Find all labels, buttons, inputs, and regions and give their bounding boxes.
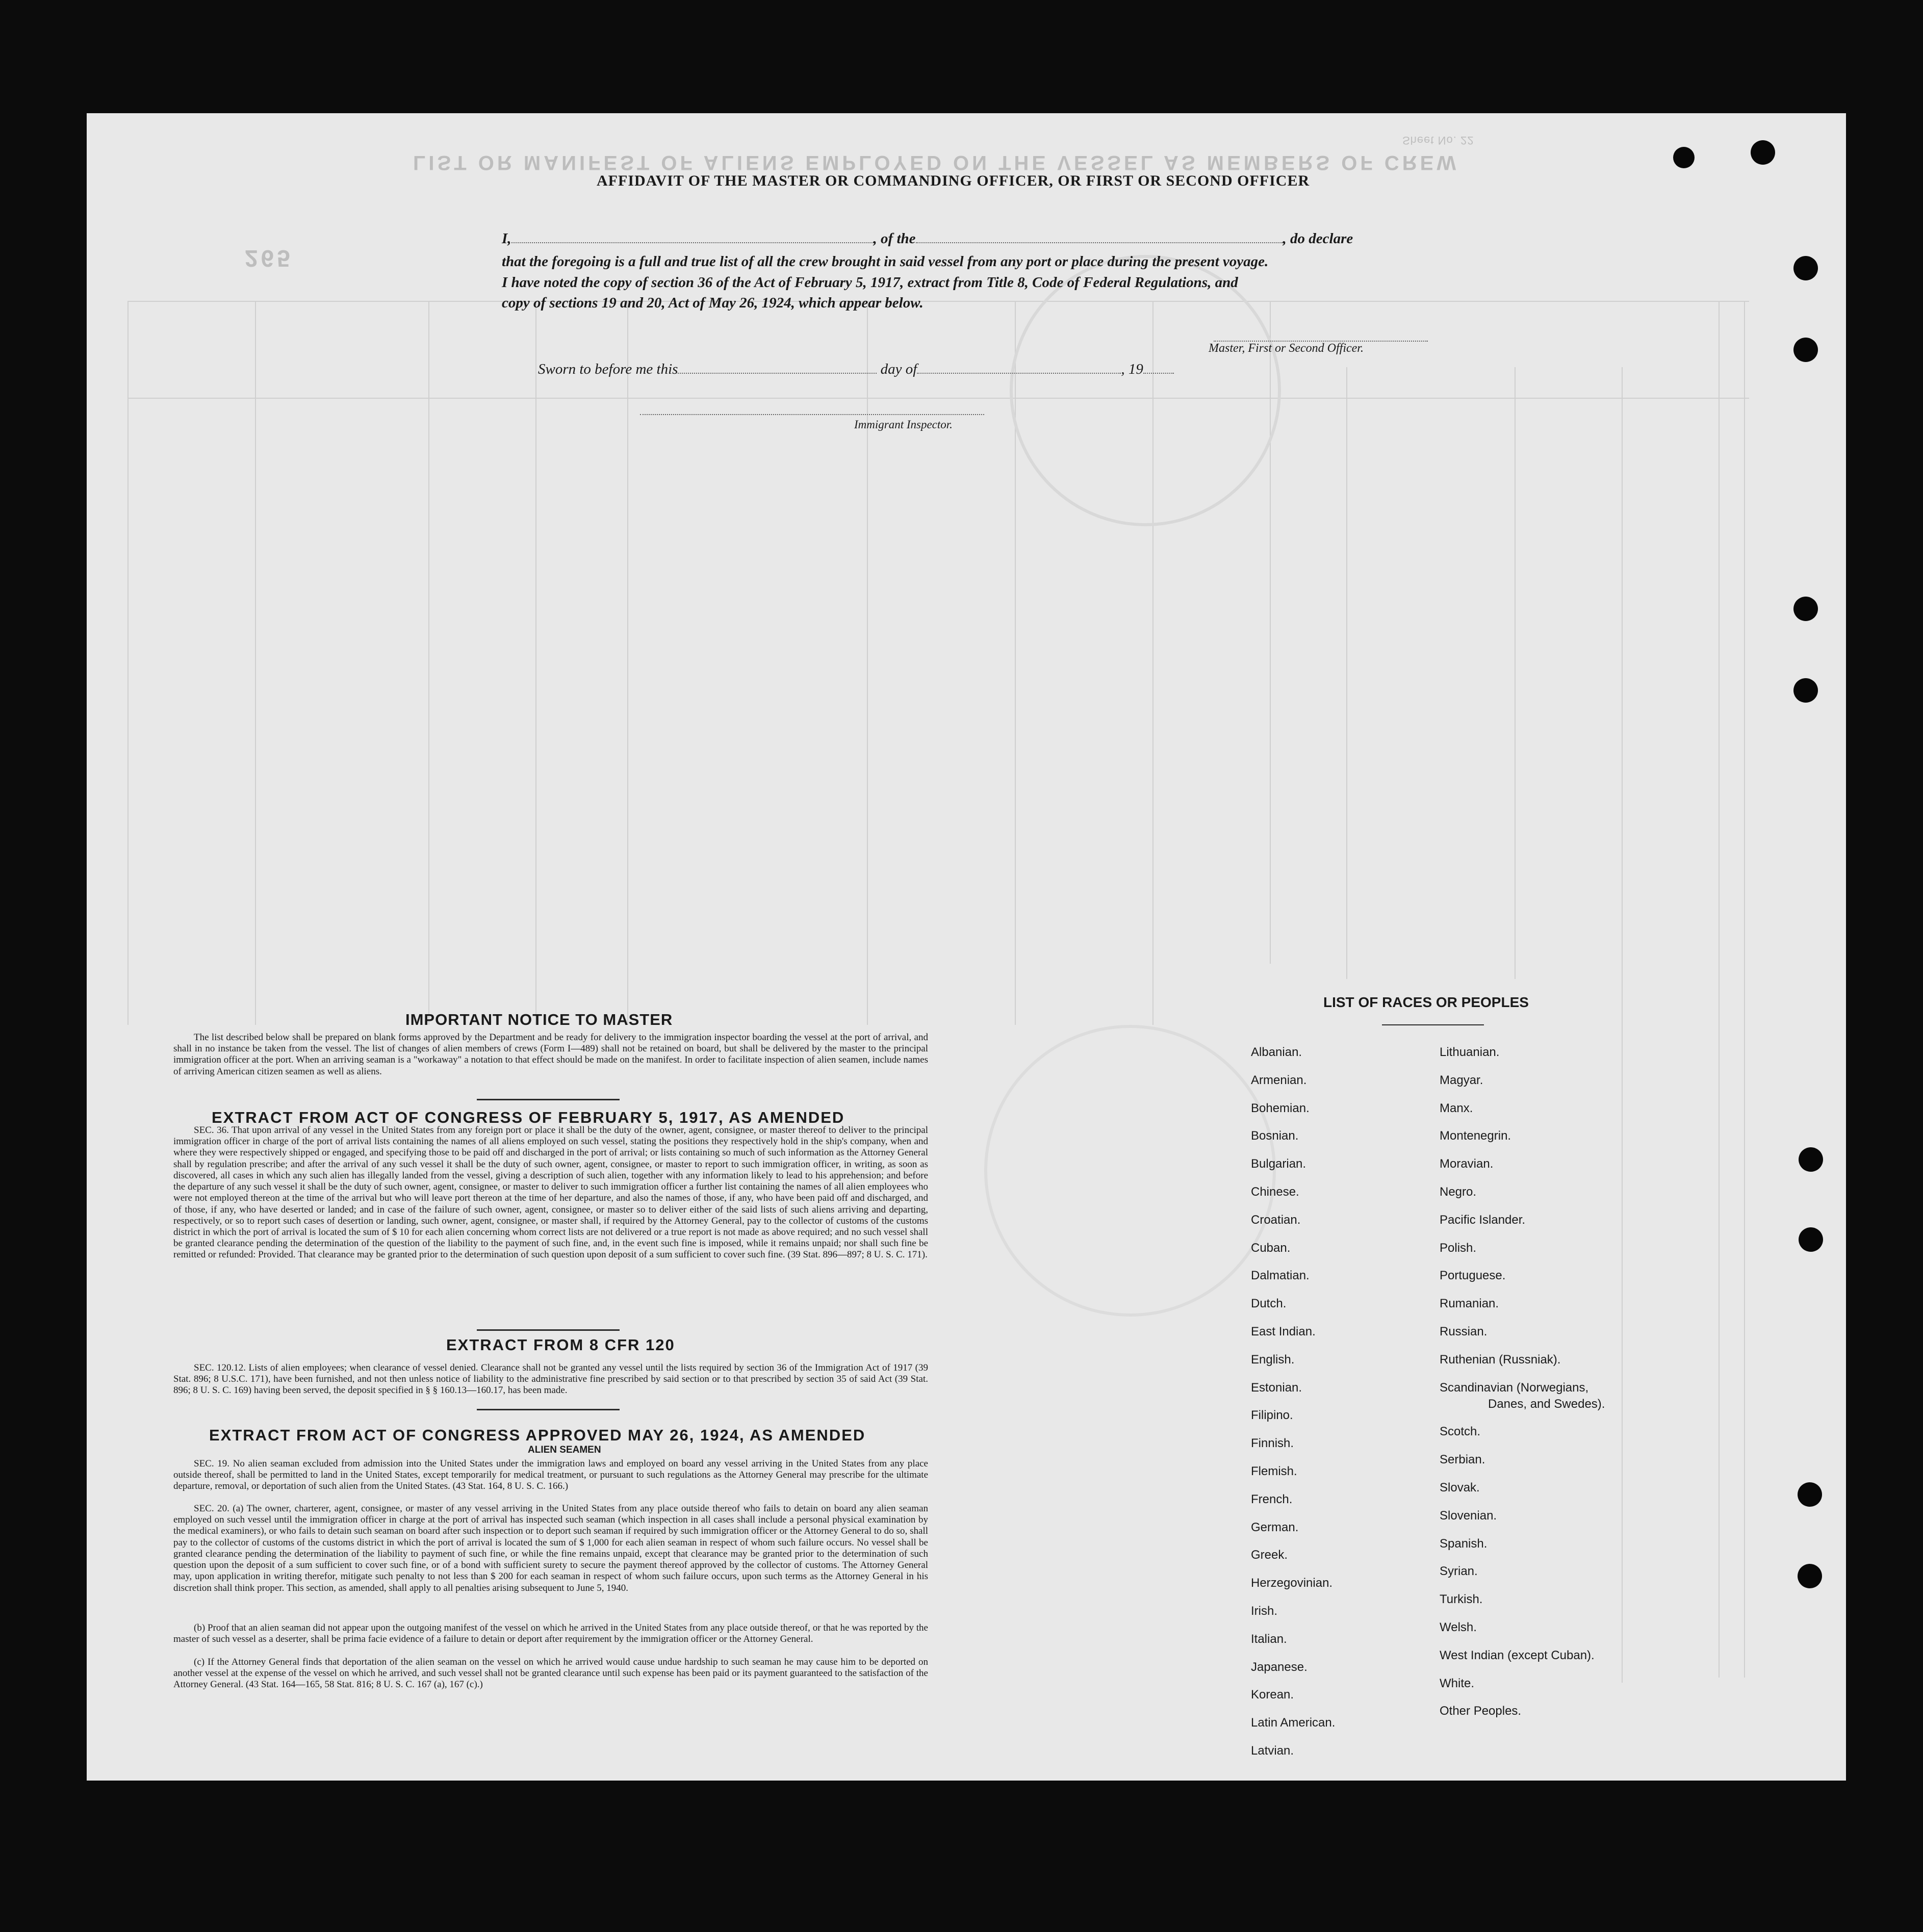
race-item: Dalmatian. (1251, 1269, 1310, 1283)
race-item: Japanese. (1251, 1660, 1307, 1674)
punch-hole (1793, 338, 1818, 362)
punch-hole (1799, 1147, 1823, 1172)
race-item: German. (1251, 1520, 1299, 1534)
master-label: Master, First or Second Officer. (1209, 342, 1364, 355)
race-item: Montenegrin. (1440, 1129, 1511, 1143)
race-item: Spanish. (1440, 1536, 1488, 1551)
race-item: Moravian. (1440, 1157, 1494, 1171)
divider (477, 1099, 620, 1100)
grid-line (627, 301, 628, 1025)
affidavit-title: AFFIDAVIT OF THE MASTER OR COMMANDING OFFICER, OR FIRST OR SECOND OFFICER (597, 172, 1310, 189)
race-item: Latvian. (1251, 1744, 1294, 1758)
grid-line (127, 301, 129, 1025)
seal-stamp (1010, 255, 1281, 526)
affidavit-line-2: that the foregoing is a full and true list of all the crew brought in said vessel from any port or place during the present voyage. (502, 253, 1269, 270)
race-item: Scotch. (1440, 1425, 1481, 1439)
affidavit-i: I, (502, 230, 511, 247)
important-notice-body: The list described below shall be prepared on blank forms approved by the Department and be ready for delivery to the immigration inspector boarding the vessel at the port of arrival, and shall in no instance be taken from the vessel. The list of changes of alien members of crews (Form I—489) shall not be retained on board, but shall be delivered by the master to the principal immigration officer at the port. When an arriving seaman is a "workaway" a notation to that effect should be made on the manifest. In order to facilitate inspection of alien seamen, include names of arriving American citizen seamen as well as aliens. (173, 1032, 928, 1077)
sworn-label: Sworn to before me this (538, 361, 678, 377)
race-item: Croatian. (1251, 1213, 1301, 1227)
day-of-label: day of (880, 361, 917, 377)
affidavit-line-3: I have noted the copy of section 36 of the Act of February 5, 1917, extract from Title 8, Code of Federal Regulations, and (502, 274, 1238, 291)
punch-hole (1799, 1227, 1823, 1252)
race-item: Slovak. (1440, 1481, 1480, 1495)
race-item: Estonian. (1251, 1380, 1302, 1395)
affidavit-declare: , do declare (1283, 230, 1353, 247)
race-item: Portuguese. (1440, 1269, 1506, 1283)
sworn-line (538, 361, 1174, 378)
vessel-blank[interactable] (916, 231, 1283, 243)
extract-1924-sec20c: (c) If the Attorney General finds that deportation of the alien seaman on the vessel on which he arrived would cause undue hardship to such seaman he may cause him to be deported on another vessel at the expense of the vessel on which he arrived, and such vessel shall not be granted clearance until such expense has been paid or its payment guaranteed to the satisfaction of the Attorney General. (43 Stat. 164—165, 58 Stat. 816; 8 U. S. C. 167 (a), 167 (c).) (173, 1657, 928, 1690)
punch-hole (1793, 678, 1818, 703)
race-item: Herzegovinian. (1251, 1576, 1333, 1590)
grid-line (535, 301, 536, 1025)
race-item: White. (1440, 1676, 1475, 1690)
grid-line (867, 301, 868, 1025)
grid-line (1622, 367, 1623, 1683)
races-title: LIST OF RACES OR PEOPLES (1323, 994, 1529, 1010)
divider (477, 1329, 620, 1331)
race-item: Polish. (1440, 1241, 1477, 1255)
race-item: Dutch. (1251, 1297, 1287, 1311)
race-item: West Indian (except Cuban). (1440, 1648, 1595, 1662)
show-through-sheet-number: Sheet No. 22 (1402, 134, 1474, 147)
race-item: Pacific Islander. (1440, 1213, 1526, 1227)
sworn-day-blank[interactable] (678, 362, 877, 374)
year-prefix: , 19 (1121, 361, 1143, 377)
race-item: Russian. (1440, 1325, 1488, 1338)
race-item: Cuban. (1251, 1241, 1291, 1255)
show-through-heading: LIST OR MANIFEST OF ALIENS EMPLOYED ON THE VESSEL AS MEMBERS OF CREW (413, 151, 1459, 174)
race-item: Irish. (1251, 1604, 1278, 1618)
affidavit-declaration-line (502, 230, 1353, 247)
race-item: Armenian. (1251, 1073, 1307, 1087)
race-item: Serbian. (1440, 1453, 1485, 1467)
grid-line (127, 398, 1749, 399)
race-item: Albanian. (1251, 1045, 1302, 1059)
extract-1924-sec20a: SEC. 20. (a) The owner, charterer, agent, consignee, or master of any vessel arriving in the United States from any place outside thereof who fails to detain on board any alien seaman employed on such vessel until the immigration officer in charge at the port of arrival has inspected such seaman (which inspection in all cases shall include a personal physical examination by the medical examiners), or who fails to detain such seaman on board after such inspection or to deport such seaman if required by such immigration officer or the Attorney General to do so, shall pay to the collector of customs of the customs district in which the port of arrival is located the sum of $ 1,000 for each alien seaman in respect of whom such failure occurs. No vessel shall be granted clearance pending the determination of the liability to payment of such fine, or while the fine remains unpaid, except that clearance may be granted prior to the determination of such question upon the deposit of a sum sufficient to cover such fine, or of a bond with sufficient surety to secure the payment thereof approved by the collector of customs. The Attorney General may, upon application in writing therefor, mitigate such penalty to not less than $ 200 for each seaman in respect of whom such failure occurs, upon such terms as the Attorney General in his discretion shall think proper. This section, as amended, shall apply to all penalties arising subsequent to June 5, 1940. (173, 1503, 928, 1593)
race-item: Danes, and Swedes). (1488, 1397, 1605, 1411)
divider (477, 1409, 620, 1410)
extract-1924-sec19: SEC. 19. No alien seaman excluded from admission into the United States under the immigration laws and employed on board any vessel arriving in the United States from any place outside thereof, shall be permitted to land in the United States, except temporarily for medical treatment, or pursuant to such regulations as the Attorney General may prescribe for the ultimate departure, removal, or deportation of such alien from the United States. (43 Stat. 164, 8 U. S. C. 166.) (173, 1458, 928, 1492)
race-item: Scandinavian (Norwegians, (1440, 1380, 1589, 1395)
affidavit-of-the: , of the (873, 230, 916, 247)
race-item: Negro. (1440, 1185, 1477, 1199)
race-item: Korean. (1251, 1688, 1294, 1702)
race-item: Turkish. (1440, 1592, 1483, 1607)
seal-stamp (984, 1025, 1276, 1317)
sworn-year-blank[interactable] (1143, 362, 1174, 374)
race-item: Lithuanian. (1440, 1045, 1500, 1059)
grid-line (428, 301, 429, 1025)
grid-line (1719, 301, 1720, 1678)
race-item: Magyar. (1440, 1073, 1483, 1087)
sworn-month-blank[interactable] (917, 362, 1121, 374)
race-item: Manx. (1440, 1101, 1473, 1115)
extract-cfr-body: SEC. 120.12. Lists of alien employees; when clearance of vessel denied. Clearance shall not be granted any vessel until the lists required by section 36 of the Immigration Act of 1917 (39 Stat. 896; 8 U.S.C. 171), have been furnished, and not then unless notice of liability to the administrative fine prescribed by said section or to that prescribed by section 35 of said Act (39 Stat. 896; 8 U. S. C. 169) having been served, the deposit specified in § § 160.13—160.17, has been made. (173, 1362, 928, 1396)
affidavit-line-4: copy of sections 19 and 20, Act of May 26, 1924, which appear below. (502, 295, 924, 311)
race-item: Italian. (1251, 1632, 1287, 1646)
race-item: Bosnian. (1251, 1129, 1299, 1143)
grid-line (1744, 301, 1745, 1678)
race-item: Ruthenian (Russniak). (1440, 1352, 1561, 1367)
race-item: Other Peoples. (1440, 1704, 1522, 1718)
grid-line (1346, 367, 1347, 979)
race-item: Filipino. (1251, 1408, 1293, 1423)
inspector-signature-line[interactable] (640, 414, 984, 415)
race-item: East Indian. (1251, 1325, 1316, 1338)
extract-1924-subtitle: ALIEN SEAMEN (528, 1445, 601, 1455)
race-item: Slovenian. (1440, 1508, 1497, 1523)
race-item: Latin American. (1251, 1716, 1336, 1730)
extract-1917-title: EXTRACT FROM ACT OF CONGRESS OF FEBRUARY 5, 1917, AS AMENDED (212, 1109, 845, 1126)
grid-line (127, 301, 1749, 302)
extract-1917-body: SEC. 36. That upon arrival of any vessel in the United States from any foreign port or place it shall be the duty of the owner, agent, consignee, or master thereof to deliver to the principal immigration officer in charge of the port of arrival lists containing the names of all aliens employed on such vessel, stating the positions they respectively hold in the ship's company, when and where they were respectively shipped or engaged, and specifying those to be paid off and discharged in the port of arrival; or lists containing so much of such information as the Attorney General shall by regulation prescribe; and after the arrival of any such vessel it shall be the duty of such owner, agent, consignee, or master to report to such immigration officer, in writing, as soon as discovered, all cases in which any such alien has illegally landed from the vessel, giving a description of such alien, together with any information likely to lead to his apprehension; and before the departure of any such vessel it shall be the duty of such owner, agent, consignee, or master to deliver to such immigration officer a further list containing the names of all alien employees who were not employed thereon at the time of the arrival but who will leave port thereon at the time of her departure, and also the names of those, if any, who have been paid off and discharged, and of those, if any, who have deserted or landed; and in case of the failure of such owner, agent, consignee, or master so to deliver either of the said lists of such aliens arriving and departing, respectively, or so to report such cases of desertion or landing, such owner, agent, consignee, or master shall, if required by the Attorney General, pay to the collector of customs of the customs district in which the port of arrival is located the sum of $ 10 for each alien concerning whom correct lists are not delivered or a true report is not made as above required; and no such vessel shall be granted clearance pending the determination of the question of the liability to the payment of such fine, and, in the event such fine is imposed, while it remains unpaid; nor shall such fine be remitted or refunded: Provided. That clearance may be granted prior to the determination of such question upon deposit of a sum sufficient to cover such fine. (39 Stat. 896—897; 8 U. S. C. 171). (173, 1125, 928, 1260)
name-blank[interactable] (511, 231, 874, 243)
punch-hole (1751, 140, 1775, 165)
race-item: English. (1251, 1352, 1295, 1367)
show-through-number: 265 (245, 245, 293, 272)
punch-hole (1673, 147, 1695, 168)
extract-1924-sec20b: (b) Proof that an alien seaman did not appear upon the outgoing manifest of the vessel on which he arrived in the United States from any place outside thereof, or that he was reported by the master of such vessel as a deserter, shall be prima facie evidence of a failure to detain or deport after requirement by the immigration officer or the Attorney General. (173, 1622, 928, 1645)
race-item: Finnish. (1251, 1436, 1294, 1451)
grid-line (255, 301, 256, 1025)
race-item: Rumanian. (1440, 1297, 1499, 1311)
race-item: Syrian. (1440, 1564, 1478, 1579)
punch-hole (1798, 1482, 1822, 1507)
race-item: Flemish. (1251, 1464, 1297, 1478)
extract-1924-title: EXTRACT FROM ACT OF CONGRESS APPROVED MAY 26, 1924, AS AMENDED (209, 1426, 866, 1444)
race-item: French. (1251, 1492, 1293, 1506)
punch-hole (1793, 597, 1818, 621)
punch-hole (1798, 1564, 1822, 1588)
race-item: Bulgarian. (1251, 1157, 1306, 1171)
punch-hole (1793, 256, 1818, 280)
race-item: Chinese. (1251, 1185, 1299, 1199)
race-item: Greek. (1251, 1548, 1288, 1562)
extract-cfr-title: EXTRACT FROM 8 CFR 120 (446, 1336, 675, 1354)
divider (1382, 1024, 1484, 1025)
race-item: Welsh. (1440, 1620, 1477, 1634)
inspector-label: Immigrant Inspector. (854, 418, 953, 431)
race-item: Bohemian. (1251, 1101, 1310, 1115)
important-notice-title: IMPORTANT NOTICE TO MASTER (405, 1011, 673, 1028)
grid-line (1515, 367, 1516, 979)
